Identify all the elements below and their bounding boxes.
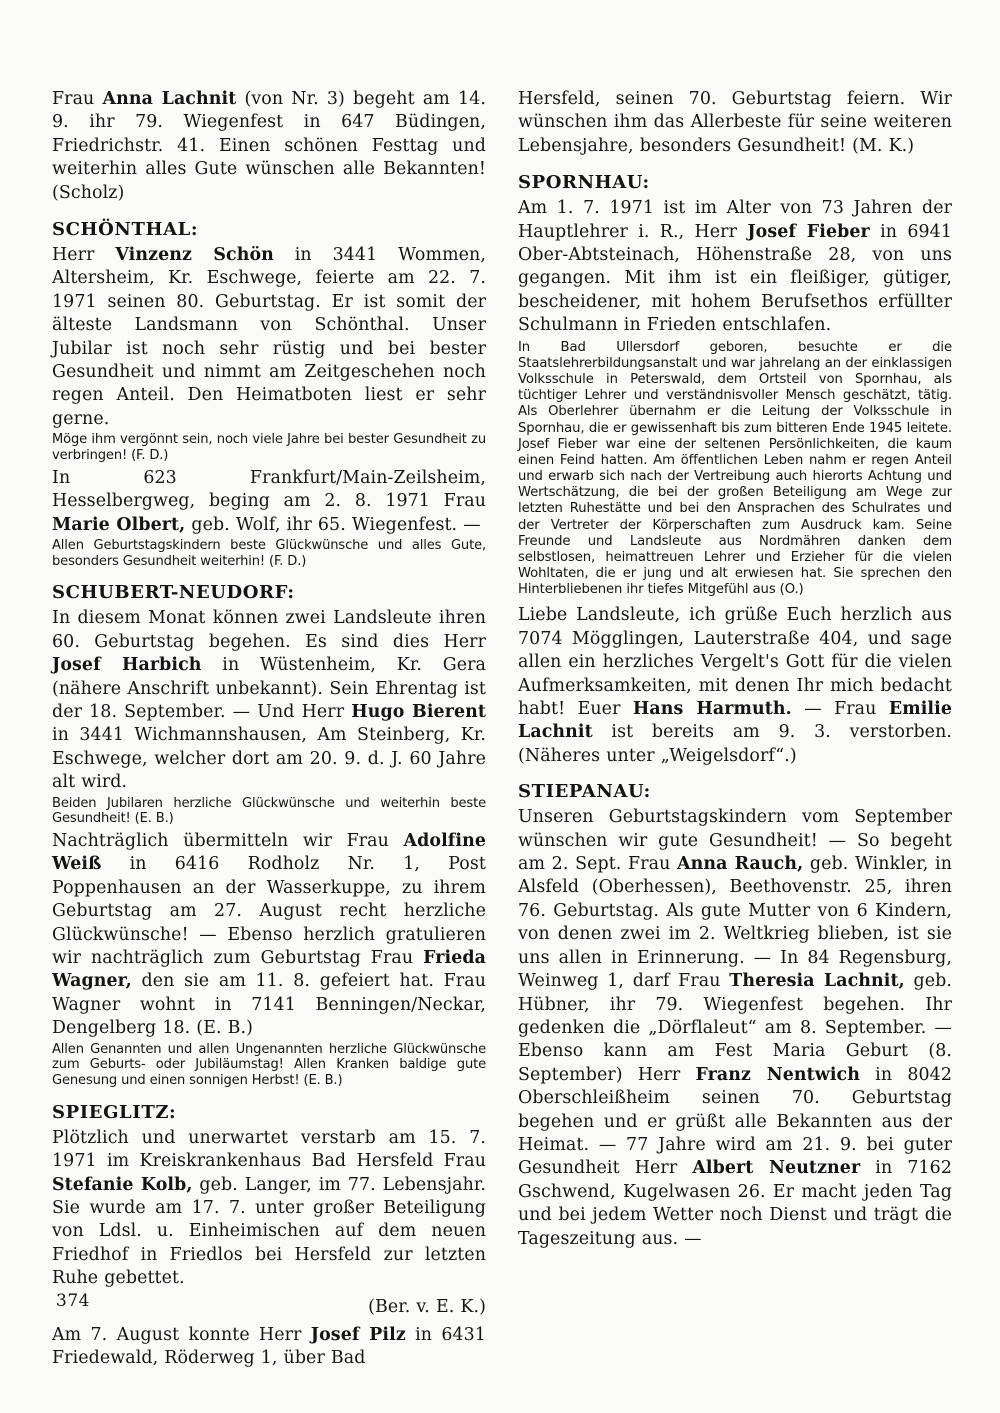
page-number: 374 (56, 1291, 90, 1311)
paragraph: In 623 Frankfurt/Main-Zeilsheim, Hesselbergweg, beging am 2. 8. 1971 Frau Marie Olbert, geb. Wolf, ihr 65. Wiegenfest. — (52, 467, 486, 535)
paragraph: In diesem Monat können zwei Landsleute ihren 60. Geburtstag begehen. Es sind dies Herr Josef Harbich in Wüstenheim, Kr. Gera (nähere Anschrift unbekannt). Sein Ehrentag ist der 18. September. — Und Herr Hugo Bierent in 3441 Wichmannshausen, Am Steinberg, Kr. Eschwege, welcher dort am 20. 9. d. J. 60 Jahre alt wird. (52, 608, 487, 793)
section-heading-schubert-neudorf: SCHUBERT-NEUDORF: (52, 582, 295, 604)
paragraph: Frau Anna Lachnit (von Nr. 3) begeht am 14. 9. ihr 79. Wiegenfest in 647 Büdingen, Friedrichstr. 41. Einen schönen Festtag und weiterhin alles Gute wünschen alle Bekannten! (Scholz) (52, 89, 486, 203)
note-paragraph: Allen Genannten und allen Ungenannten herzliche Glückwünsche zum Geburts- oder Jubiläumstag! Allen Kranken baldige gute Genesung und einen sonnigen Herbst! (E. B.) (52, 1041, 486, 1089)
note-paragraph: Beiden Jubilaren herzliche Glückwünsche und weiterhin beste Gesundheit! (E. B.) (52, 795, 486, 827)
paragraph: Am 7. August konnte Herr Josef Pilz in 6431 Friedewald, Röderweg 1, über Bad (52, 1324, 486, 1369)
section-heading-stiepanau: STIEPANAU: (518, 781, 651, 803)
section-heading-spieglitz: SPIEGLITZ: (52, 1101, 177, 1123)
paragraph: Unseren Geburtstagskindern vom September wünschen wir gute Gesundheit! — So begeht am 2. Sept. Frau Anna Rauch, geb. Winkler, in Alsfeld (Oberhessen), Beethovenstr. 25, ihren 76. Geburtstag. Als gute Mutter von 6 Kindern, von denen zwei im 2. Weltkrieg blieben, ist sie uns allen in Erinnerung. — In 84 Regensburg, Weinweg 1, darf Frau Theresia Lachnit, geb. Hübner, ihr 79. Wiegenfest begehen. Ihr gedenken die „Dörflaleut“ am 8. September. — Ebenso kann am Fest Maria Geburt (8. September) Herr Franz Nentwich in 8042 Oberschleißheim seinen 70. Geburtstag begehen und er grüßt alle Bekannten aus der Heimat. — 77 Jahre wird am 21. 9. bei guter Gesundheit Herr Albert Neutzner in 7162 Gschwend, Kugelwasen 26. Er macht jeden Tag und bei jedem Wetter noch Dienst und trägt die Tageszeitung aus. — (518, 807, 953, 1249)
right-column (518, 88, 952, 1278)
note-paragraph: Allen Geburtstagskindern beste Glückwünsche und alles Gute, besonders Gesundheit weiterhin! (F. D.) (52, 537, 486, 569)
paragraph: Am 1. 7. 1971 ist im Alter von 73 Jahren der Hauptlehrer i. R., Herr Josef Fieber in 6941 Ober-Abtsteinach, Höhenstraße 28, von uns gegangen. Mit ihm ist ein fleißiger, gütiger, bescheidener, mit hohem Berufsethos erfüllter Schulmann in Frieden entschlafen. (518, 198, 952, 336)
section-heading-schoenthal: SCHÖNTHAL: (52, 219, 199, 241)
paragraph: Herr Vinzenz Schön in 3441 Wommen, Altersheim, Kr. Eschwege, feierte am 22. 7. 1971 seinen 80. Geburtstag. Er ist somit der älteste Landsmann von Schönthal. Unser Jubilar ist noch sehr rüstig und bei bester Gesundheit und nimmt am Zeitgeschehen noch regen Anteil. Den Heimatboten liest er sehr gerne. (52, 245, 486, 429)
paragraph: Liebe Landsleute, ich grüße Euch herzlich aus 7074 Mögglingen, Lauterstraße 404, und sage allen ein herzliches Vergelt's Gott für die vielen Aufmerksamkeiten, mit denen Ihr mich bedacht habt! Euer Hans Harmuth. — Frau Emilie Lachnit ist bereits am 9. 3. verstorben. (Näheres unter „Weigelsdorf“.) (518, 605, 952, 766)
paragraph: Nachträglich übermitteln wir Frau Adolfine Weiß in 6416 Rodholz Nr. 1, Post Poppenhausen an der Wasserkuppe, zu ihrem Geburtstag am 27. August recht herzliche Glückwünsche! — Ebenso herzlich gratulieren wir nachträglich zum Geburtstag Frau Frieda Wagner, den sie am 11. 8. gefeiert hat. Frau Wagner wohnt in 7141 Benningen/Neckar, Dengelberg 18. (E. B.) (52, 830, 486, 1039)
note-paragraph: Möge ihm vergönnt sein, noch viele Jahre bei bester Gesundheit zu verbringen! (F. D.) (52, 432, 486, 463)
attribution-line: (Ber. v. E. K.) (368, 1296, 486, 1317)
paragraph: Plötzlich und unerwartet verstarb am 15. 7. 1971 im Kreiskrankenhaus Bad Hersfeld Frau Stefanie Kolb, geb. Langer, im 77. Lebensjahr. Sie wurde am 17. 7. unter großer Beteiligung von Ldsl. u. Einheimischen auf dem neuen Friedhof in Friedlos bei Hersfeld zur letzten Ruhe gebettet. (52, 1127, 486, 1289)
section-heading-spornhau: SPORNHAU: (518, 172, 650, 194)
paragraph: Hersfeld, seinen 70. Geburtstag feiern. Wir wünschen ihm das Allerbeste für seine weiteren Lebensjahre, besonders Gesundheit! (M. K.) (518, 89, 952, 156)
obituary-note-paragraph: In Bad Ullersdorf geboren, besuchte er die Staatslehrerbildungsanstalt und war jahrelang an der einklassigen Volksschule in Peterswald, dem Ortsteil von Spornhau, als tüchtiger Lehrer und verständnisvoller Mensch geschätzt, tätig. Als Oberlehrer übernahm er die Leitung der Volksschule in Spornhau, die er gewissenhaft bis zum bitteren Ende 1945 leitete. Josef Fieber war eine der seltenen Persönlichkeiten, die kaum einen Feind hatten. Am öffentlichen Leben nahm er regen Anteil und erwarb sich nach der Vertreibung auch hierorts Achtung und Wertschätzung, die bei der großen Beteiligung am Wege zur letzten Ruhestätte und bei den Ansprachen des Schulrates und der Vertreter der Körperschaften zum Ausdruck kam. Seine Freunde und Landsleute aus Nordmähren danken dem selbstlosen, heimattreuen Lehrer und Erzieher für die vielen Wohltaten, die er jung und alt erwiesen hat. Sie sprechen den Hinterbliebenen ihr tiefes Mitgefühl aus (O.) (518, 339, 952, 598)
